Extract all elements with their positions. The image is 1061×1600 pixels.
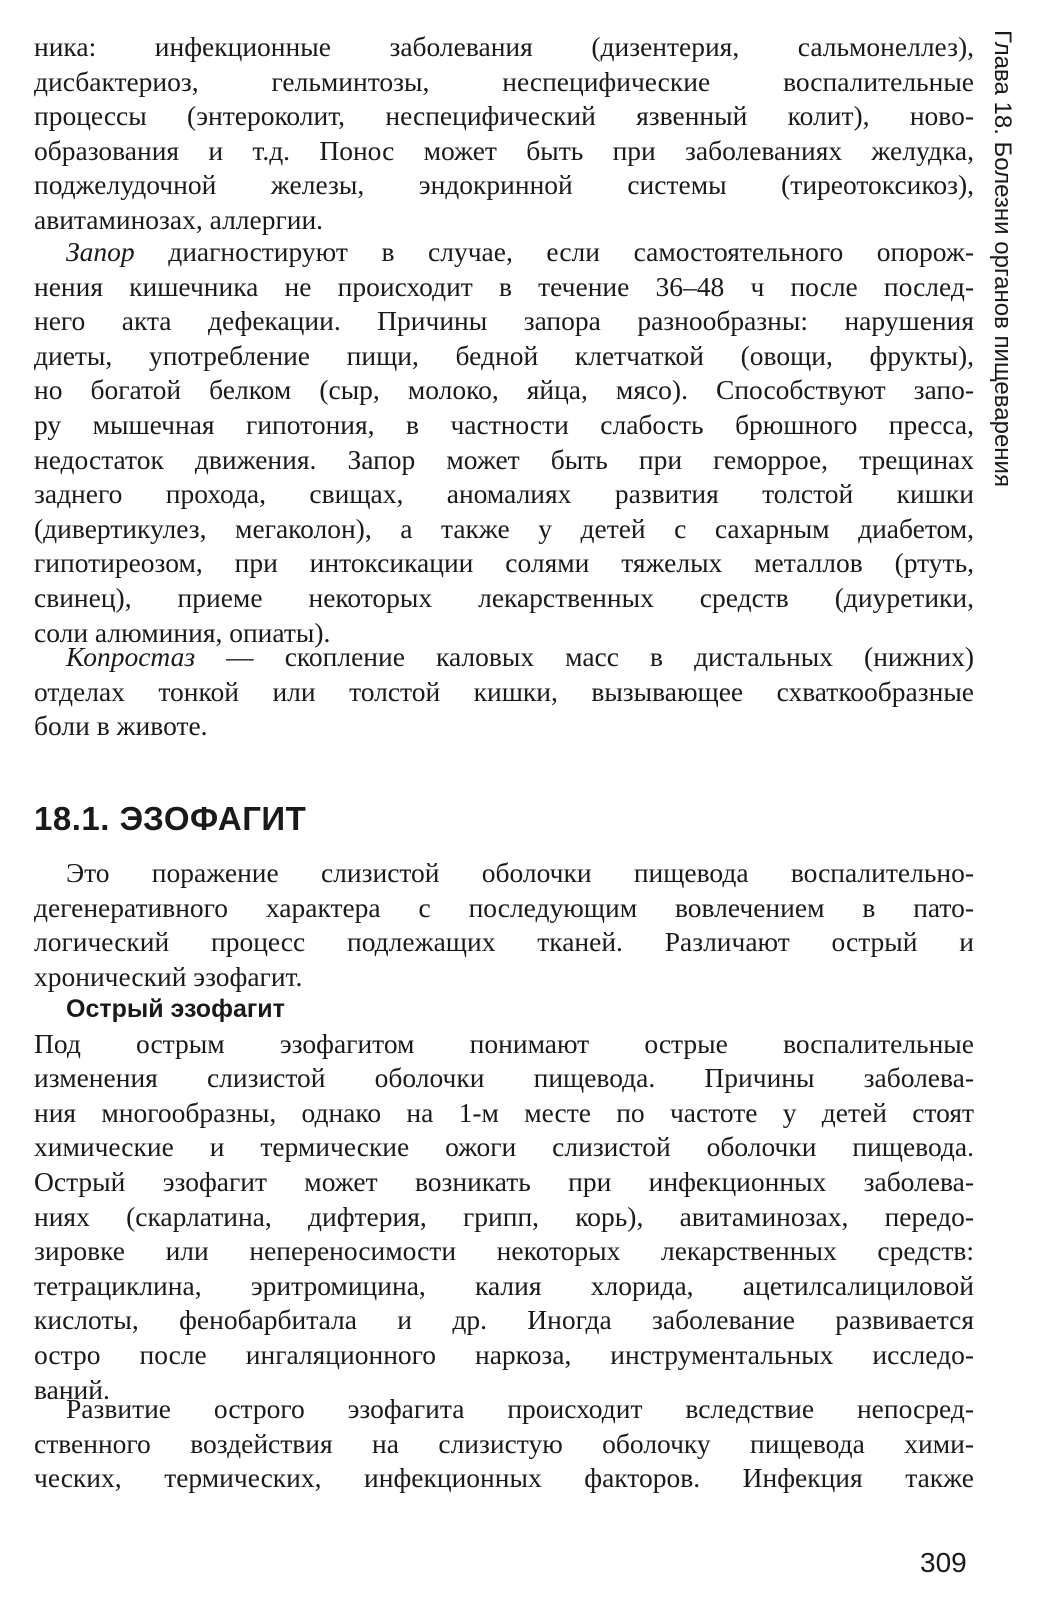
text-line: ния многообразны, однако на 1-м месте по частоте у детей стоят [34,1096,974,1128]
term-constipation: Запор [66,236,135,267]
text-fragment: — скопление каловых масс в дистальных (нижних) [195,641,974,672]
text-line: поджелудочной железы, эндокринной системы (тиреотоксикоз), [34,169,974,201]
text-line: Под острым эзофагитом понимают острые воспалительные [34,1027,974,1059]
paragraph-esophagitis-definition [34,856,974,994]
text-line: образования и т.д. Понос может быть при заболеваниях желудка, [34,134,974,166]
text-line: дисбактериоз, гельминтозы, неспецифические воспалительные [34,65,974,97]
text-line: диеты, употребление пищи, бедной клетчаткой (овощи, фрукты), [34,339,974,371]
text-line: но богатой белком (сыр, молоко, яйца, мясо). Способствуют запо- [34,374,974,406]
text-line: процессы (энтероколит, неспецифический язвенный колит), ново- [34,100,974,132]
text-line: логический процесс подлежащих тканей. Различают острый и [34,926,974,958]
text-line: ческих, термических, инфекционных факторов. Инфекция также [34,1462,974,1494]
text-line: соли алюминия, опиаты). [34,616,331,648]
text-line: (дивертикулез, мегаколон), а также у детей с сахарным диабетом, [34,512,974,544]
text-line: недостаток движения. Запор может быть при геморрое, трещинах [34,443,974,475]
text-line: отделах тонкой или толстой кишки, вызывающее схваткообразные [34,675,974,707]
paragraph-constipation [34,235,974,650]
text-line: Развитие острого эзофагита происходит вследствие непосред- [66,1393,974,1424]
text-line: нения кишечника не происходит в течение 36–48 ч после послед- [34,270,974,302]
text-line: хронический эзофагит. [34,960,303,992]
text-line: Острый эзофагит может возникать при инфекционных заболева- [34,1165,974,1197]
page-number: 309 [920,1547,967,1578]
paragraph-diarrhea-causes [34,30,974,238]
subsection-title: Острый эзофагит [66,995,285,1023]
text-line: изменения слизистой оболочки пищевода. Причины заболева- [34,1062,974,1094]
text-line: химические и термические ожоги слизистой оболочки пищевода. [34,1131,974,1163]
text-line: ника: инфекционные заболевания (дизентерия, сальмонеллез), [34,31,974,62]
subsection-acute-esophagitis [34,992,974,1407]
term-coprostasis: Копростаз [66,641,196,672]
paragraph-coprostasis [34,640,974,744]
section-title: 18.1. ЭЗОФАГИТ [34,800,307,837]
paragraph-pathogenesis [34,1392,974,1496]
text-line: остро после ингаляционного наркоза, инструментальных исследо- [34,1338,974,1370]
text-fragment: диагностируют в случае, если самостоятельного опорож- [134,236,974,267]
text-line [34,235,974,270]
text-line: гипотиреозом, при интоксикации солями тяжелых металлов (ртуть, [34,547,974,579]
text-line: Это поражение слизистой оболочки пищевода воспалительно- [66,857,974,888]
text-line: авитаминозах, аллергии. [34,203,324,235]
text-line: свинец), приеме некоторых лекарственных средств (диуретики, [34,581,974,613]
text-line: ственного воздействия на слизистую оболочку пищевода хими- [34,1427,974,1459]
text-line: дегенеративного характера с последующим вовлечением в пато- [34,891,974,923]
text-line: заднего прохода, свищах, аномалиях развития толстой кишки [34,478,974,510]
running-head: Глава 18. Болезни органов пищеварения [989,30,1016,487]
text-line: кислоты, фенобарбитала и др. Иногда заболевание развивается [34,1304,974,1336]
text-line: зировке или непереносимости некоторых лекарственных средств: [34,1235,974,1267]
text-line: ниях (скарлатина, дифтерия, грипп, корь), авитаминозах, передо- [34,1200,974,1232]
text-line: ру мышечная гипотония, в частности слабость брюшного пресса, [34,408,974,440]
text-line: тетрациклина, эритромицина, калия хлорида, ацетилсалициловой [34,1269,974,1301]
text-line: него акта дефекации. Причины запора разнообразны: нарушения [34,305,974,337]
text-line: боли в животе. [34,710,208,742]
text-line: ваний. [34,1373,110,1405]
text-line [34,640,974,675]
